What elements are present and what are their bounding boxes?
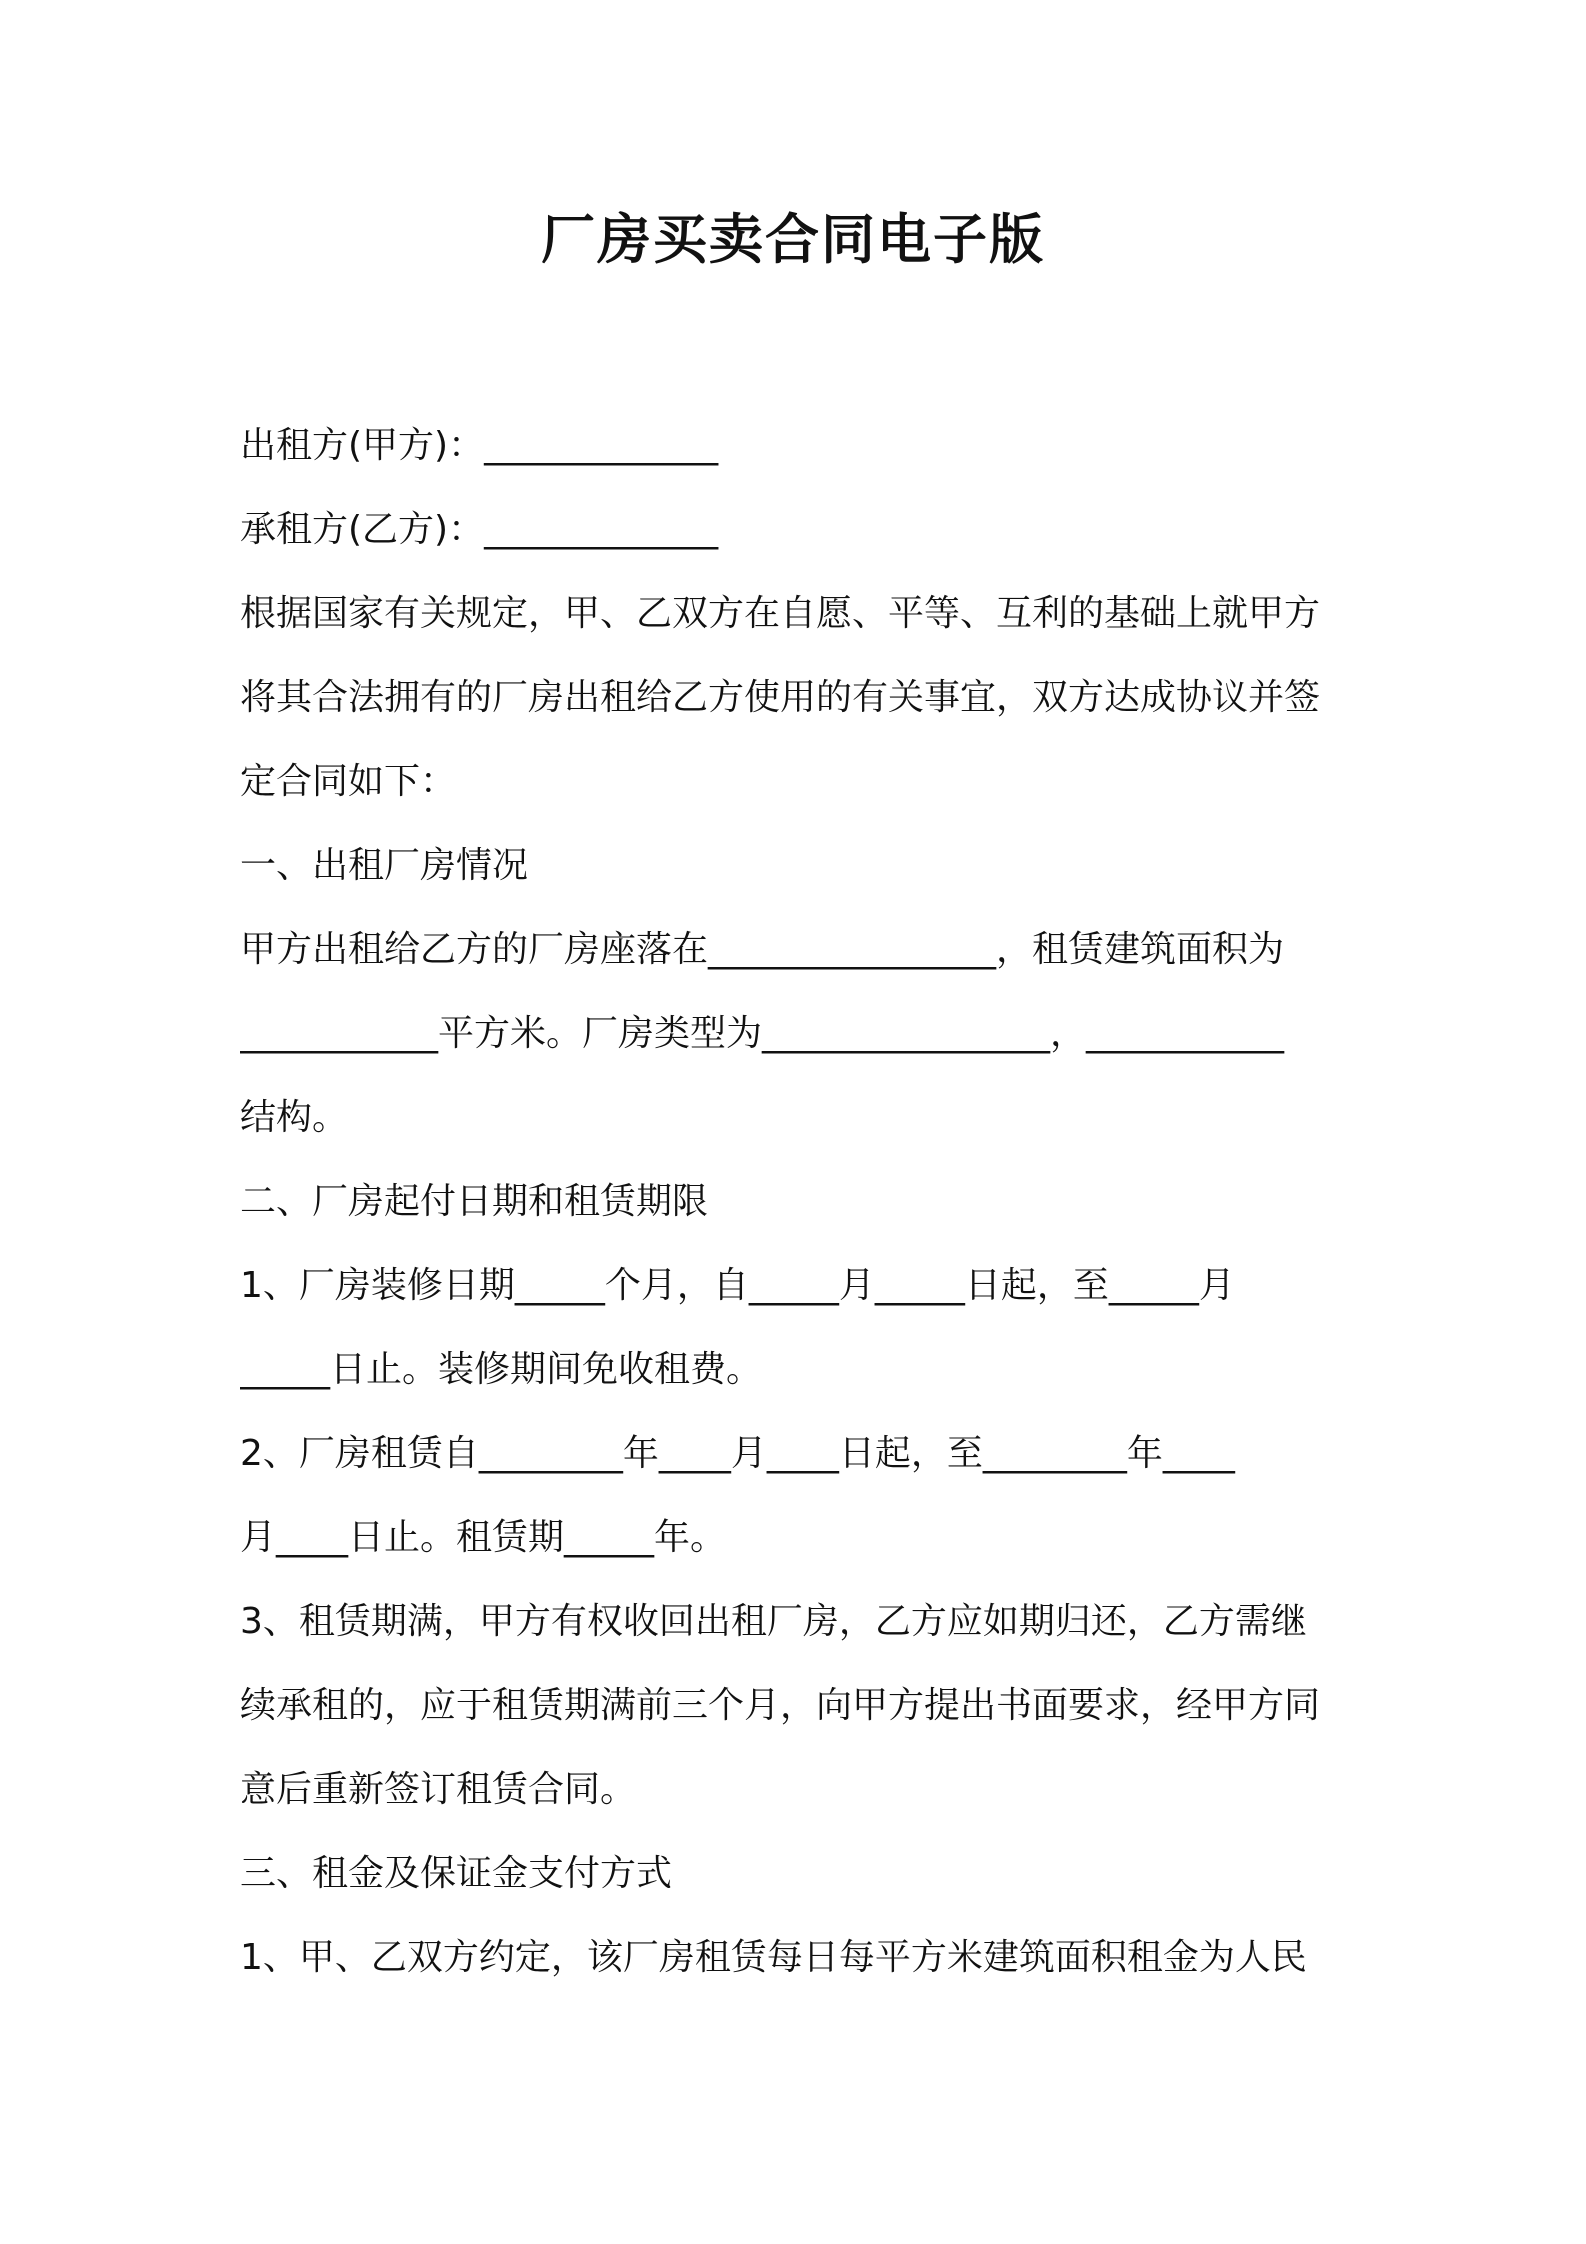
section-1-line-3: 结构。 — [240, 1097, 349, 1138]
section-2-item-3-line-1: 3、租赁期满，甲方有权收回出租厂房，乙方应如期归还，乙方需继 — [240, 1601, 1307, 1642]
document-body — [240, 404, 1360, 2000]
section-2-item-2-line-2: 月____日止。租赁期_____年。 — [240, 1517, 727, 1558]
lessor-line: 出租方(甲方)：_____________ — [240, 425, 719, 466]
section-heading-1: 一、出租厂房情况 — [240, 845, 529, 886]
preamble-line-2: 将其合法拥有的厂房出租给乙方使用的有关事宜，双方达成协议并签 — [240, 677, 1321, 718]
section-2-item-2-line-1: 2、厂房租赁自________年____月____日起，至________年____ — [240, 1433, 1235, 1474]
preamble-line-1: 根据国家有关规定，甲、乙双方在自愿、平等、互利的基础上就甲方 — [240, 593, 1321, 634]
section-2-item-1-line-1: 1、厂房装修日期_____个月，自_____月_____日起，至_____月 — [240, 1265, 1235, 1306]
lessee-line: 承租方(乙方)：_____________ — [240, 509, 719, 550]
section-2-item-3-line-3: 意后重新签订租赁合同。 — [240, 1769, 637, 1810]
section-3-item-1-line-1: 1、甲、乙双方约定，该厂房租赁每日每平方米建筑面积租金为人民 — [240, 1937, 1307, 1978]
section-2-item-1-line-2: _____日止。装修期间免收租费。 — [240, 1349, 763, 1390]
section-heading-2: 二、厂房起付日期和租赁期限 — [240, 1181, 709, 1222]
preamble-line-3: 定合同如下： — [240, 761, 457, 802]
section-heading-3: 三、租金及保证金支付方式 — [240, 1853, 673, 1894]
section-1-line-2: ___________平方米。厂房类型为________________，___________ — [240, 1013, 1285, 1054]
section-2-item-3-line-2: 续承租的，应于租赁期满前三个月，向甲方提出书面要求，经甲方同 — [240, 1685, 1321, 1726]
document-title: 厂房买卖合同电子版 — [541, 208, 1045, 271]
section-1-line-1: 甲方出租给乙方的厂房座落在________________，租赁建筑面积为 — [240, 929, 1285, 970]
